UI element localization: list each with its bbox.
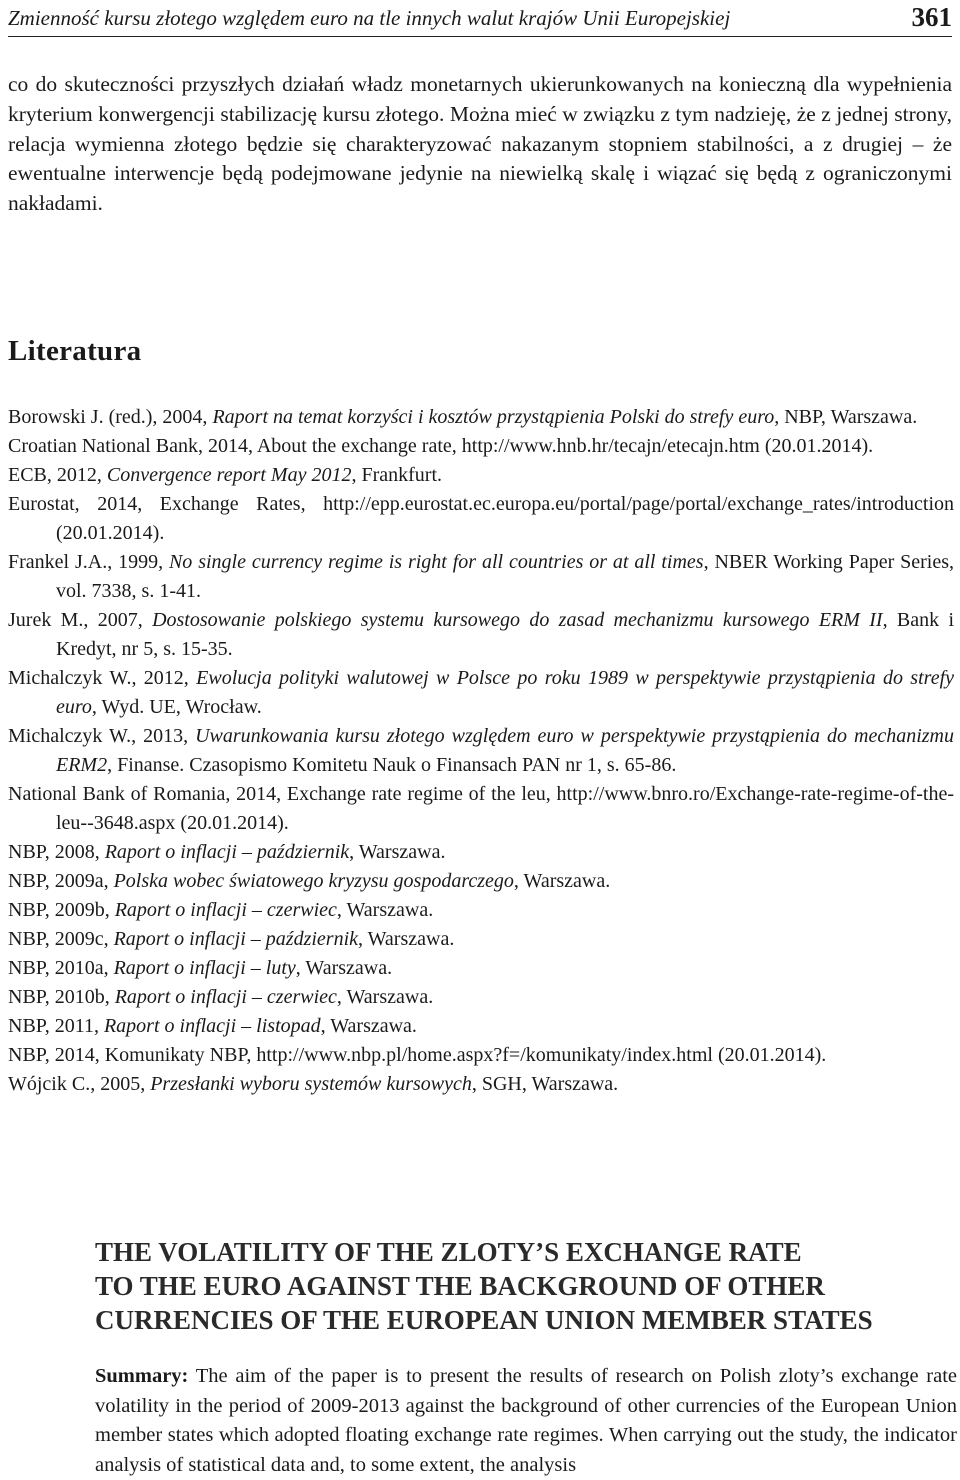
reference-item <box>8 780 954 838</box>
reference-title: Raport o inflacji – październik <box>113 928 359 950</box>
reference-text: , Wyd. UE, Wrocław. <box>91 696 262 718</box>
reference-text: NBP, 2009c, <box>8 928 114 950</box>
reference-item <box>8 925 954 954</box>
reference-item <box>8 432 954 461</box>
reference-title: Raport o inflacji – czerwiec <box>114 986 337 1008</box>
reference-text: NBP, 2008, <box>8 841 105 863</box>
reference-text: , Warszawa. <box>336 899 434 921</box>
english-title-line: THE VOLATILITY OF THE ZLOTY’S EXCHANGE RATE <box>95 1237 802 1267</box>
reference-text: National Bank of Romania, 2014, Exchange rate regime of the leu, http://www.bnro.ro/Exchange-rate-regime-of-the-leu--3648.aspx (20.01.2014). <box>8 783 954 834</box>
reference-item <box>8 983 954 1012</box>
reference-item <box>8 1041 954 1070</box>
reference-title: Raport o inflacji – październik <box>104 841 350 863</box>
reference-title: No single currency regime is right for all countries or at all times <box>168 551 704 573</box>
reference-title: Ewolucja polityki walutowej w Polsce po roku 1989 w perspektywie przystąpienia do strefy euro <box>56 667 955 718</box>
reference-item <box>8 1012 954 1041</box>
reference-text: NBP, 2009b, <box>8 899 115 921</box>
reference-title: Raport o inflacji – czerwiec <box>114 899 337 921</box>
reference-title: Uwarunkowania kursu złotego względem euro w perspektywie przystąpienia do mechanizmu ERM2 <box>56 725 954 776</box>
section-heading-literatura: Literatura <box>8 335 142 367</box>
reference-item <box>8 403 954 432</box>
english-title <box>95 1235 955 1337</box>
reference-item <box>8 867 954 896</box>
reference-text: , SGH, Warszawa. <box>471 1073 619 1095</box>
running-head-title: Zmienność kursu złotego względem euro na tle innych walut krajów Unii Europejskiej <box>8 6 731 30</box>
reference-item <box>8 461 954 490</box>
english-title-line: CURRENCIES OF THE EUROPEAN UNION MEMBER STATES <box>95 1305 873 1335</box>
reference-item <box>8 722 954 780</box>
reference-text: , Warszawa. <box>336 986 434 1008</box>
running-head <box>8 2 952 37</box>
reference-item <box>8 1070 954 1099</box>
reference-title: Raport o inflacji – listopad <box>103 1015 321 1037</box>
reference-text: Croatian National Bank, 2014, About the exchange rate, http://www.hnb.hr/tecajn/etecajn.htm (20.01.2014). <box>8 435 874 457</box>
summary-paragraph <box>95 1362 957 1480</box>
reference-text: , NBER Working Paper Series, vol. 7338, s. 1-41. <box>56 551 954 602</box>
reference-text: NBP, 2014, Komunikaty NBP, http://www.nbp.pl/home.aspx?f=/komunikaty/index.html (20.01.2014). <box>8 1044 827 1066</box>
reference-text: NBP, 2011, <box>8 1015 104 1037</box>
reference-title: Raport na temat korzyści i kosztów przystąpienia Polski do strefy euro <box>212 406 775 428</box>
reference-text: , Frankfurt. <box>351 464 443 486</box>
reference-text: , Warszawa. <box>513 870 611 892</box>
reference-text: , Warszawa. <box>320 1015 417 1037</box>
reference-text: Frankel J.A., 1999, <box>8 551 169 573</box>
reference-item <box>8 490 954 548</box>
reference-text: , Warszawa. <box>349 841 446 863</box>
reference-text: , Bank i Kredyt, nr 5, s. 15-35. <box>56 609 954 660</box>
reference-item <box>8 838 954 867</box>
reference-text: NBP, 2010b, <box>8 986 115 1008</box>
reference-text: , Warszawa. <box>295 957 393 979</box>
english-title-line: TO THE EURO AGAINST THE BACKGROUND OF OTHER <box>95 1271 825 1301</box>
reference-item <box>8 548 954 606</box>
reference-text: , NBP, Warszawa. <box>774 406 918 428</box>
reference-title: Przesłanki wyboru systemów kursowych <box>150 1073 472 1095</box>
reference-item <box>8 954 954 983</box>
reference-title: Raport o inflacji – luty <box>113 957 296 979</box>
reference-item <box>8 664 954 722</box>
reference-list <box>8 403 954 1099</box>
body-paragraph: co do skuteczności przyszłych działań władz monetarnych ukierunkowanych na konieczną dla wypełnienia kryterium konwergencji stabilizację kursu złotego. Można mieć w związku z tym nadzieję, że z jednej strony, relacja wymienna złotego będzie się charakteryzować nakazanym stopniem stabilności, a z drugiej – że ewentualne interwencje będą podejmowane jedynie na niewielką skalę i wiązać się będą z ograniczonymi nakładami. <box>8 72 952 216</box>
reference-text: Wójcik C., 2005, <box>8 1073 151 1095</box>
summary-text: The aim of the paper is to present the results of research on Polish zloty’s exchange rate volatility in the period of 2009-2013 against the background of other currencies of the European Union member states which adopted floating exchange rate regimes. When carrying out the study, the indicator analysis of statistical data and, to some extent, the analysis <box>95 1365 957 1476</box>
reference-text: NBP, 2010a, <box>8 957 114 979</box>
summary-label: Summary: <box>95 1365 189 1387</box>
reference-title: Dostosowanie polskiego systemu kursowego do zasad mechanizmu kursowego ERM II <box>152 609 883 631</box>
reference-text: , Warszawa. <box>358 928 455 950</box>
reference-text: Borowski J. (red.), 2004, <box>8 406 213 428</box>
reference-text: Michalczyk W., 2013, <box>8 725 196 747</box>
reference-text: NBP, 2009a, <box>8 870 114 892</box>
reference-text: Michalczyk W., 2012, <box>8 667 197 689</box>
reference-text: Jurek M., 2007, <box>8 609 153 631</box>
reference-title: Polska wobec światowego kryzysu gospodarczego <box>113 870 514 892</box>
reference-text: Eurostat, 2014, Exchange Rates, http://epp.eurostat.ec.europa.eu/portal/page/portal/exchange_rates/introduction (20.01.2014). <box>8 493 954 544</box>
page-number: 361 <box>911 2 952 32</box>
reference-item <box>8 896 954 925</box>
reference-text: ECB, 2012, <box>8 464 107 486</box>
reference-title: Convergence report May 2012 <box>106 464 352 486</box>
reference-item <box>8 606 954 664</box>
reference-text: , Finanse. Czasopismo Komitetu Nauk o Finansach PAN nr 1, s. 65-86. <box>107 754 677 776</box>
